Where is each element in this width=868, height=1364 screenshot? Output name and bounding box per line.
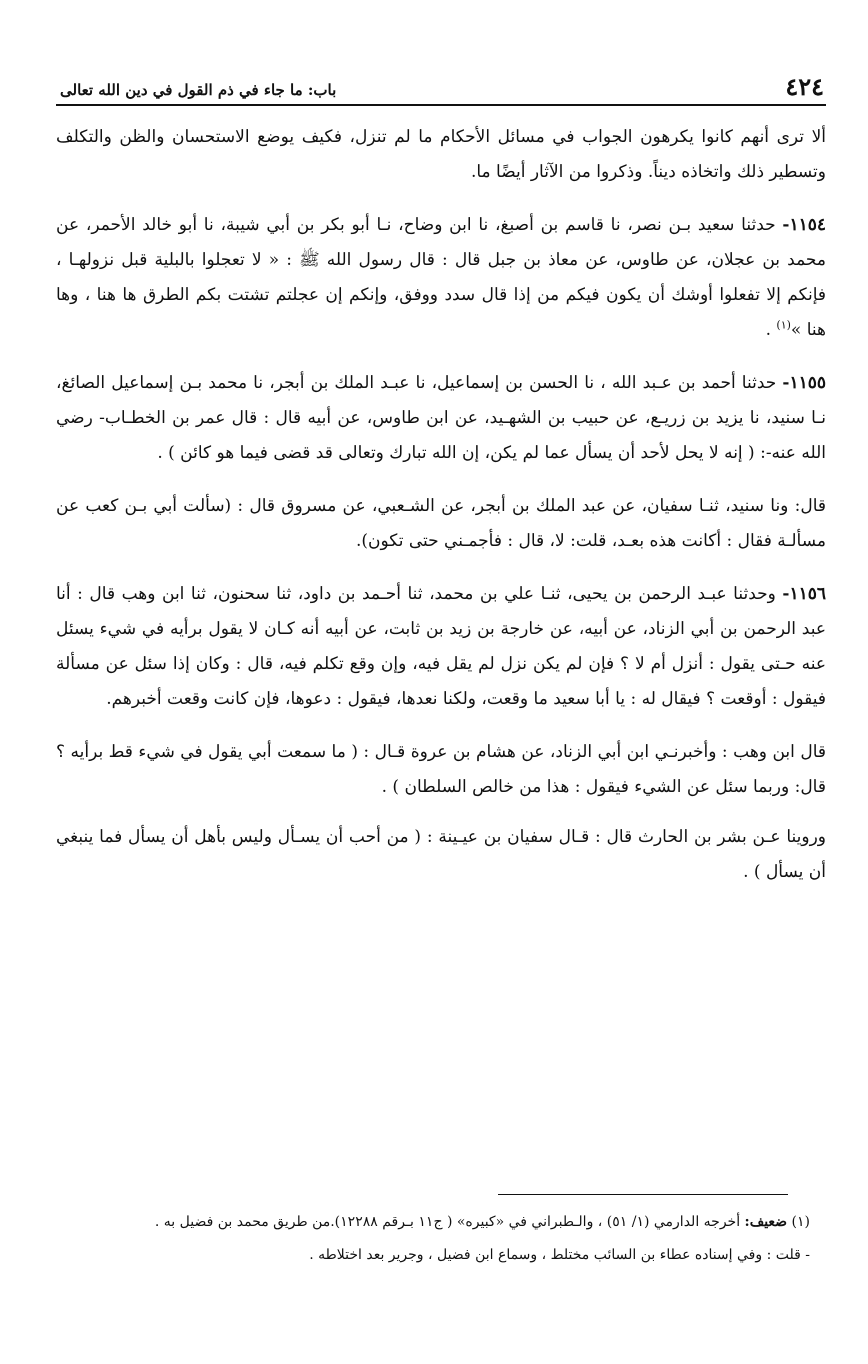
hadith-1154 — [56, 208, 826, 348]
footnote-1 — [48, 1206, 810, 1239]
page-header — [60, 66, 824, 102]
paragraph-text: وروينا عـن بشر بن الحارث قال : قـال سفيان بن عيـينة : ( من أحب أن يسـأل وليس بأهل أن يسأل فما ينبغي أن يسأل ) . — [56, 827, 826, 882]
footnotes — [48, 1206, 810, 1272]
hadith-text: وحدثنا عبـد الرحمن بن يحيى، ثنـا علي بن محمد، ثنا أحـمد بن داود، ثنا سحنون، ثنا ابن وهب قال : أنا عبد الرحمن بن أبي الزناد، عن أبيه، عن خارجة بن زيد بن ثابت، عن أبيه أنه كـان لا يقول برأيه في شيء يسئل عنه حـتى يقول : أنزل أم لا ؟ فإن لم يكن نزل لم يقل فيه، وإن وقع تكلم فيه، قال : وكان إذا سئل عن مسألة فيقول : أوقعت ؟ فيقال له : يا أبا سعيد ما وقعت، ولكنا نعدها، فيقول : دعوها، فإن كانت وقعت أخبرهم. — [56, 584, 826, 709]
footnote-2 — [48, 1239, 810, 1272]
footnote-divider — [498, 1194, 788, 1195]
hadith-number: ١١٥٦- — [782, 584, 826, 604]
footnote-text: - قلت : وفي إسناده عطاء بن السائب مختلط ، وسماع ابن فضيل ، وجرير بعد اختلاطه . — [309, 1247, 810, 1263]
header-divider — [56, 104, 826, 106]
running-head: باب: ما جاء في ذم القول في دين الله تعالى — [60, 81, 337, 99]
paragraph-ibn-wahb — [56, 735, 826, 805]
hadith-1155 — [56, 366, 826, 471]
paragraph-bishr — [56, 820, 826, 890]
hadith-number: ١١٥٥- — [782, 373, 826, 393]
hadith-text: حدثنا سعيد بـن نصر، نا قاسم بن أصبغ، نا ابن وضاح، نـا أبو بكر بن أبي شيبة، نا أبو خالد الأحمر، عن محمد بن عجلان، عن طاوس، عن معاذ بن جبل قال : قال رسول الله ﷺ : « لا تعجلوا بالبلية قبل نزولهـا ، فإنكم إلا تفعلوا أوشك أن يكون فيكم من إذا قال سدد ووفق، وإنكم إن عجلتم تشتت بكم الطرق ها هنا ، وها هنا » — [56, 215, 826, 340]
paragraph-text: قال: ونا سنيد، ثنـا سفيان، عن عبد الملك بن أبجر، عن الشـعبي، عن مسروق قال : (سألت أبي بـن كعب عن مسألـة فقال : أكانت هذه بعـد، قلت: لا، قال : فأجمـني حتى تكون). — [56, 496, 826, 551]
paragraph-text: قال ابن وهب : وأخبرنـي ابن أبي الزناد، عن هشام بن عروة قـال : ( ما سمعت أبي يقول في شيء قط برأيه ؟ قال: وربما سئل عن الشيء فيقول : هذا من خالص السلطان ) . — [56, 742, 826, 797]
paragraph-sunayd — [56, 489, 826, 559]
main-text — [56, 120, 826, 905]
paragraph-text: ألا ترى أنهم كانوا يكرهون الجواب في مسائل الأحكام ما لم تنزل، فكيف يوضع الاستحسان والظن والتكلف وتسطير ذلك واتخاذه ديناً. وذكروا من الآثار أيضًا ما. — [56, 127, 826, 182]
hadith-1156 — [56, 577, 826, 717]
paragraph-intro — [56, 120, 826, 190]
footnote-text: أخرجه الدارمي (١/ ٥١) ، والـطبراني في «كبيره» ( ج١١ بـرقم ١٢٢٨٨).من طريق محمد بن فضيل به . — [154, 1214, 745, 1230]
footnote-marker: (١) — [787, 1214, 810, 1230]
footnote-reference: (١) — [776, 318, 791, 332]
hadith-text: حدثنا أحمد بن عـبد الله ، نا الحسن بن إسماعيل، نا عبـد الملك بن أبجر، نا محمد بـن إسماعيل الصائغ، نـا سنيد، نا يزيد بن زريـع، عن حبيب بن الشهـيد، عن ابن طاوس، عن أبيه قال : قال عمر بن الخطـاب- رضي الله عنه-: ( إنه لا يحل لأحد أن يسأل عما لم يكن، إن الله تبارك وتعالى قد قضى فيما هو كائن ) . — [56, 373, 826, 463]
page-number: ٤٢٤ — [785, 72, 824, 101]
footnote-grade: ضعيف: — [744, 1214, 788, 1230]
hadith-text-end: . — [765, 320, 777, 340]
hadith-number: ١١٥٤- — [782, 215, 826, 235]
